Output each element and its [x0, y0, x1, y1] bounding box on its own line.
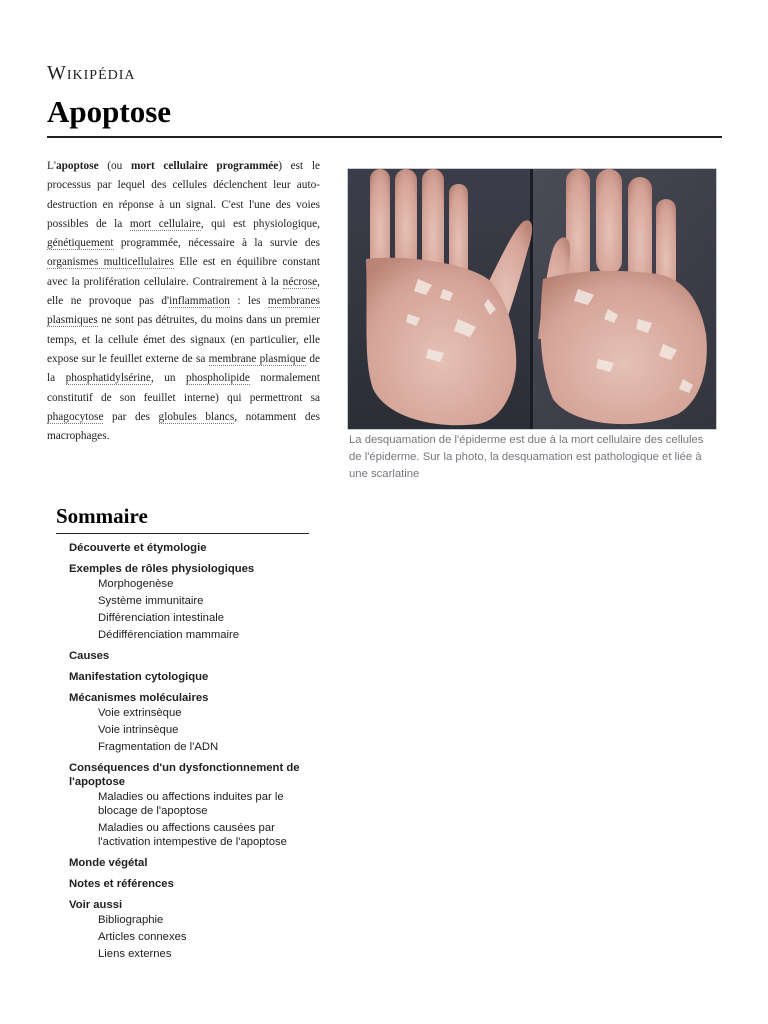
- link-phospholipide[interactable]: phospholipide: [185, 372, 250, 385]
- link-globules-blancs[interactable]: globules blancs: [158, 410, 235, 423]
- page-title: Apoptose: [47, 94, 172, 129]
- toc-subitem[interactable]: Voie intrinsèque: [98, 724, 179, 736]
- figure-caption: La desquamation de l'épiderme est due à la mort cellulaire des cellules de l'épiderme. Sur la photo, la desquamation est pathologique et liée à une scarlatine: [349, 434, 704, 480]
- hands-photo[interactable]: [347, 168, 717, 430]
- toc-item[interactable]: Causes: [69, 650, 110, 662]
- link-membranes-plasmiques[interactable]: membranes plasmiques: [47, 295, 320, 327]
- toc-subitem[interactable]: Liens externes: [98, 948, 172, 960]
- toc-item[interactable]: Découverte et étymologie: [69, 542, 207, 554]
- link-inflammation[interactable]: inflammation: [169, 295, 230, 308]
- toc-list: [56, 541, 309, 961]
- term-apoptose: apoptose: [55, 160, 99, 172]
- toc-item[interactable]: Mécanismes moléculaires: [69, 692, 209, 704]
- toc-subitem[interactable]: Bibliographie: [98, 914, 164, 926]
- toc-subitem[interactable]: Maladies ou affections causées par l'activation intempestive de l'apoptose: [98, 822, 287, 848]
- term-mort-cellulaire-programmee: mort cellulaire programmée: [130, 160, 279, 172]
- link-mort-cellulaire[interactable]: mort cellulaire: [129, 217, 201, 230]
- link-phagocytose[interactable]: phagocytose: [47, 410, 104, 423]
- link-membrane-plasmique[interactable]: membrane plasmique: [208, 352, 307, 365]
- toc-title: Sommaire: [56, 504, 309, 534]
- toc-subitem[interactable]: Différenciation intestinale: [98, 612, 225, 624]
- wikipedia-wordmark[interactable]: Wikipédia: [47, 62, 136, 84]
- link-necrose[interactable]: nécrose: [282, 275, 318, 288]
- toc-subitem[interactable]: Maladies ou affections induites par le blocage de l'apoptose: [98, 791, 284, 817]
- toc-item[interactable]: Manifestation cytologique: [69, 671, 209, 683]
- title-divider: [47, 136, 722, 138]
- toc-subitem[interactable]: Morphogenèse: [98, 578, 174, 590]
- hands-image: [348, 169, 716, 429]
- link-genetiquement[interactable]: génétiquement: [47, 237, 114, 250]
- toc-subitem[interactable]: Fragmentation de l'ADN: [98, 741, 219, 753]
- toc-item[interactable]: Conséquences d'un dysfonctionnement de l'apoptose: [69, 762, 300, 788]
- toc-item[interactable]: Voir aussi: [69, 899, 123, 911]
- toc-subitem[interactable]: Dédifférenciation mammaire: [98, 629, 240, 641]
- toc-subitem[interactable]: Voie extrinsèque: [98, 707, 182, 719]
- toc-subitem[interactable]: Système immunitaire: [98, 595, 204, 607]
- figure-desquamation: [347, 168, 717, 483]
- link-organismes-multicellulaires[interactable]: organismes multicellulaires: [47, 256, 174, 269]
- toc-subitem[interactable]: Articles connexes: [98, 931, 187, 943]
- table-of-contents: [56, 504, 309, 961]
- intro-paragraph: L'apoptose (ou mort cellulaire programmée) est le processus par lequel des cellules déclenchent leur auto-destruction en réponse à un signal. C'est l'une des voies possibles de la mort cellulaire, qui est physiologique, génétiquement programmée, nécessaire à la survie des organismes multicellulaires Elle est en équilibre constant avec la prolifération cellulaire. Contrairement à la nécrose, elle ne provoque pas d'inflammation : les membranes plasmiques ne sont pas détruites, du moins dans un premier temps, et la cellule émet des signaux (en particulier, elle expose sur le feuillet externe de sa membrane plasmique de la phosphatidylsérine, un phospholipide normalement constitutif de son feuillet interne) qui permettront sa phagocytose par des globules blancs, notamment des macrophages.: [47, 160, 321, 443]
- toc-item[interactable]: Exemples de rôles physiologiques: [69, 563, 255, 575]
- link-phosphatidylserine[interactable]: phosphatidylsérine: [65, 372, 151, 385]
- toc-item[interactable]: Monde végétal: [69, 857, 148, 869]
- toc-item[interactable]: Notes et références: [69, 878, 174, 890]
